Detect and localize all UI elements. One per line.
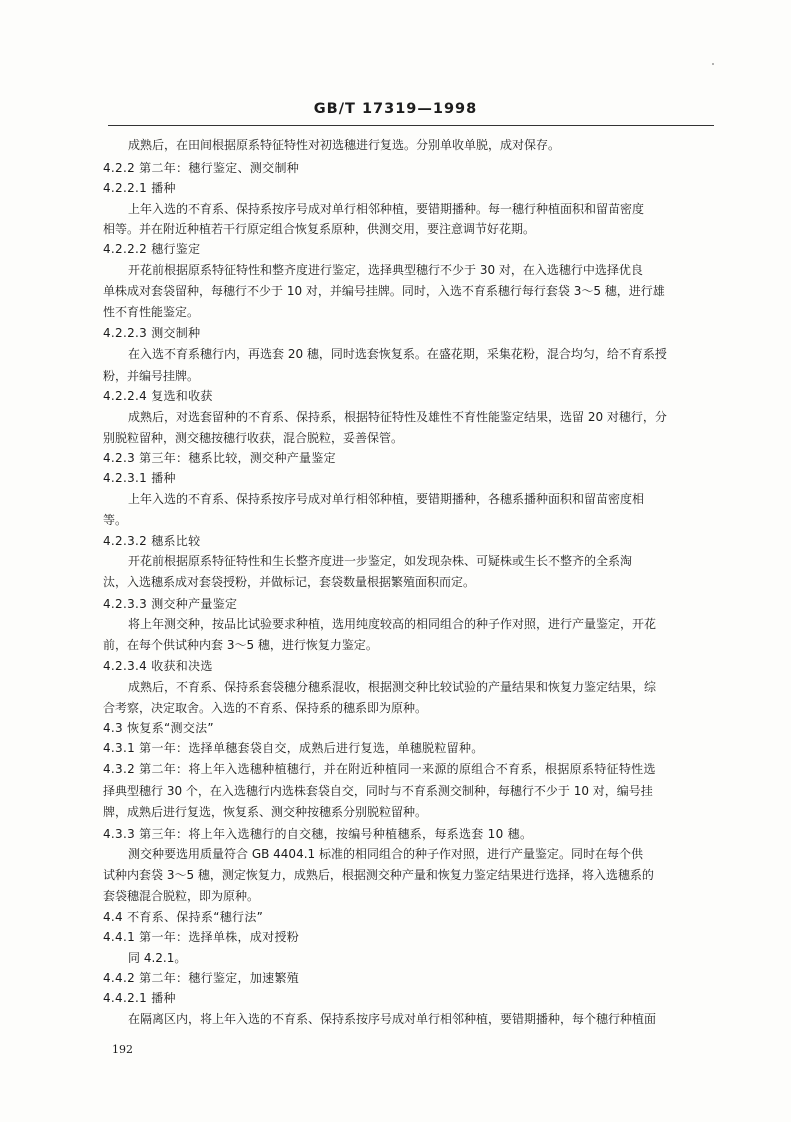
section-heading: 4.2.3 第三年：穗系比较，测交种产量鉴定: [103, 451, 336, 465]
section-heading: 4.2.3.3 测交种产量鉴定: [103, 597, 238, 611]
text-line: 上年入选的不育系、保持系按序号成对单行相邻种植，要错期播种。每一穗行种植面积和留苗密度: [128, 202, 645, 216]
text-line: 测交种要选用质量符合 GB 4404.1 标准的相同组合的种子作对照，进行产量鉴定。同时在每个供: [128, 847, 643, 861]
text-line: 合考察，决定取舍。入选的不育系、保持系的穗系即为原种。: [103, 701, 428, 715]
text-line: 前，在每个供试种内套 3～5 穗，进行恢复力鉴定。: [103, 638, 378, 652]
section-heading: 4.2.2 第二年：穗行鉴定、测交制种: [103, 161, 300, 175]
text-line: 性不育性能鉴定。: [103, 305, 200, 319]
text-line: 将上年测交种，按品比试验要求种植，选用纯度较高的相同组合的种子作对照，进行产量鉴定，开花: [128, 617, 657, 631]
text-line: 成熟后，对选套留种的不育系、保持系，根据特征特性及雄性不育性能鉴定结果，选留 20 对穗行，分: [128, 410, 667, 424]
text-line: 别脱粒留种，测交穗按穗行收获，混合脱粒，妥善保管。: [103, 431, 404, 445]
section-heading: 4.3.3 第三年：将上年入选穗行的自交穗，按编号种植穗系，每系选套 10 穗。: [103, 827, 533, 841]
text-line: 开花前根据原系特征特性和生长整齐度进一步鉴定，如发现杂株、可疑株或生长不整齐的全系淘: [128, 554, 633, 568]
text-line: 上年入选的不育系、保持系按序号成对单行相邻种植，要错期播种，各穗系播种面积和留苗密度相: [128, 492, 645, 506]
section-heading: 4.3.1 第一年：选择单穗套袋自交，成熟后进行复选，单穗脱粒留种。: [103, 741, 484, 755]
section-heading: 4.4.1 第一年：选择单株，成对授粉: [103, 930, 300, 944]
text-line: 成熟后，在田间根据原系特征特性对初选穗进行复选。分别单收单脱，成对保存。: [128, 138, 561, 152]
section-heading: 4.4.2.1 播种: [103, 991, 176, 1005]
section-heading: 4.2.3.2 穗系比较: [103, 534, 201, 548]
header-rule: [108, 125, 714, 126]
section-heading: 4.2.2.3 测交制种: [103, 326, 201, 340]
section-heading: 4.2.2.1 播种: [103, 181, 176, 195]
text-line: 试种内套袋 3～5 穗，测定恢复力，成熟后，根据测交种产量和恢复力鉴定结果进行选择，将入选穗系的: [103, 868, 654, 882]
text-line: 等。: [103, 513, 128, 527]
text-line: 在隔离区内，将上年入选的不育系、保持系按序号成对单行相邻种植，要错期播种，每个穗行种植面: [128, 1012, 657, 1026]
text-line: 汰，入选穗系成对套袋授粉，并做标记，套袋数量根据繁殖面积而定。: [103, 575, 476, 589]
scan-speck: [712, 63, 714, 65]
text-line: 择典型穗行 30 个，在入选穗行内选株套袋自交，同时与不育系测交制种，每穗行不少于 10 对，编号挂: [103, 784, 653, 798]
text-line: 相等。并在附近种植若干行原定组合恢复系原种，供测交用，要注意调节好花期。: [103, 222, 536, 236]
text-line: 成熟后，不育系、保持系套袋穗分穗系混收，根据测交种比较试验的产量结果和恢复力鉴定结果，综: [128, 680, 657, 694]
standard-header: GB/T 17319—1998: [313, 101, 478, 117]
text-line: 开花前根据原系特征特性和整齐度进行鉴定，选择典型穗行不少于 30 对，在入选穗行中选择优良: [128, 263, 643, 277]
section-heading: 4.2.3.4 收获和决选: [103, 659, 213, 673]
section-heading: 4.3.2 第二年：将上年入选穗种植穗行，并在附近种植同一来源的原组合不育系，根据原系特征特性选: [103, 762, 656, 776]
text-line: 同 4.2.1。: [128, 951, 187, 965]
page-number: 192: [112, 1043, 133, 1056]
section-heading: 4.2.2.4 复选和收获: [103, 389, 213, 403]
section-heading: 4.4 不育系、保持系“穗行法”: [103, 910, 264, 924]
section-heading: 4.2.3.1 播种: [103, 471, 176, 485]
section-heading: 4.4.2 第二年：穗行鉴定，加速繁殖: [103, 971, 300, 985]
text-line: 粉，并编号挂牌。: [103, 369, 200, 383]
text-line: 套袋穗混合脱粒，即为原种。: [103, 889, 260, 903]
section-heading: 4.2.2.2 穗行鉴定: [103, 242, 201, 256]
text-line: 单株成对套袋留种，每穗行不少于 10 对，并编号挂牌。同时，入选不育系穗行每行套袋 3～5 穗，进行雄: [103, 284, 665, 298]
text-line: 在入选不育系穗行内，再选套 20 穗，同时选套恢复系。在盛花期，采集花粉，混合均匀，给不育系授: [128, 347, 667, 361]
section-heading: 4.3 恢复系“测交法”: [103, 721, 214, 735]
text-line: 牌，成熟后进行复选，恢复系、测交种按穗系分别脱粒留种。: [103, 805, 428, 819]
